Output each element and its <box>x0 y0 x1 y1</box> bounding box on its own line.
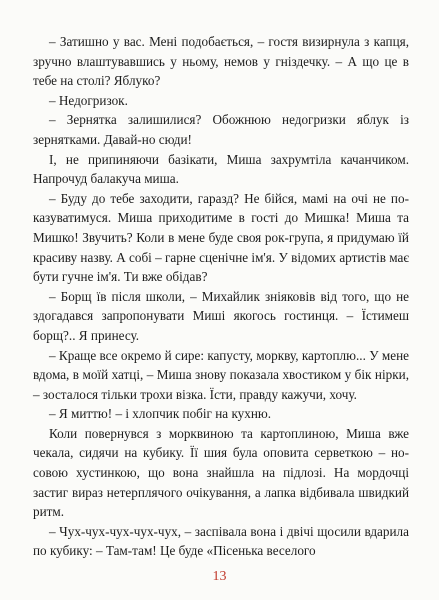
paragraph: І, не припиняючи базікати, Миша захрумтіла качанчиком. Напрочуд балакуча миша. <box>33 151 409 187</box>
paragraph: – Недогризок. <box>49 92 128 108</box>
paragraph: – Буду до тебе заходити, гаразд? Не бійся, мамі на очі не показуватимуся. Миша приходитиме в гості до Мишка! Миша та Мишко! Звучить? Коли в мене буде своя рок-група, я придумаю їй красиву назву. А собі – гарне сценічне ім'я. У відомих артистів має бути гучне ім'я. Ти вже обідав? <box>33 190 409 285</box>
paragraph: – Борщ їв після школи, – Михайлик зніяковів від того, що не здогадався запропонувати Миші якогось гостинця. – Їстимеш борщ?.. Я принесу. <box>33 288 409 343</box>
paragraph: Коли повернувся з морквиною та картоплиною, Миша вже чекала, сидячи на кубику. Її шия була оповита серветкою – носовою хустинкою, що вона знайшла на підлозі. На мордочці застиг вираз нетерплячого очікування, а лапка відбивала швидкий ритм. <box>33 425 409 520</box>
paragraph: – Чух-чух-чух-чух-чух, – заспівала вона і двічі щосили вдарила по кубику: – Там-там! Це буде «Пісенька веселого <box>33 523 409 559</box>
page-number: 13 <box>212 569 227 584</box>
paragraph: – Затишно у вас. Мені подобається, – гостя визирнула з капця, зручно влаштувавшись у ньому, немов у гніздечку. – А що це в тебе на столі? Яблуко? <box>33 34 409 89</box>
paragraph: – Краще все окремо й сире: капусту, моркву, картоплю... У мене вдома, в моїй хатці, – Миша знову показала хвостиком у бік нірки, – зосталося тільки трохи візка. Їсти, правду кажучи, хочу. <box>33 347 409 402</box>
paragraph: – Зернятка залишилися? Обожнюю недогризки яблук із зернятками. Давай-но сюди! <box>33 112 409 147</box>
paragraph: – Я миттю! – і хлопчик побіг на кухню. <box>49 406 272 422</box>
page-body <box>33 32 409 561</box>
